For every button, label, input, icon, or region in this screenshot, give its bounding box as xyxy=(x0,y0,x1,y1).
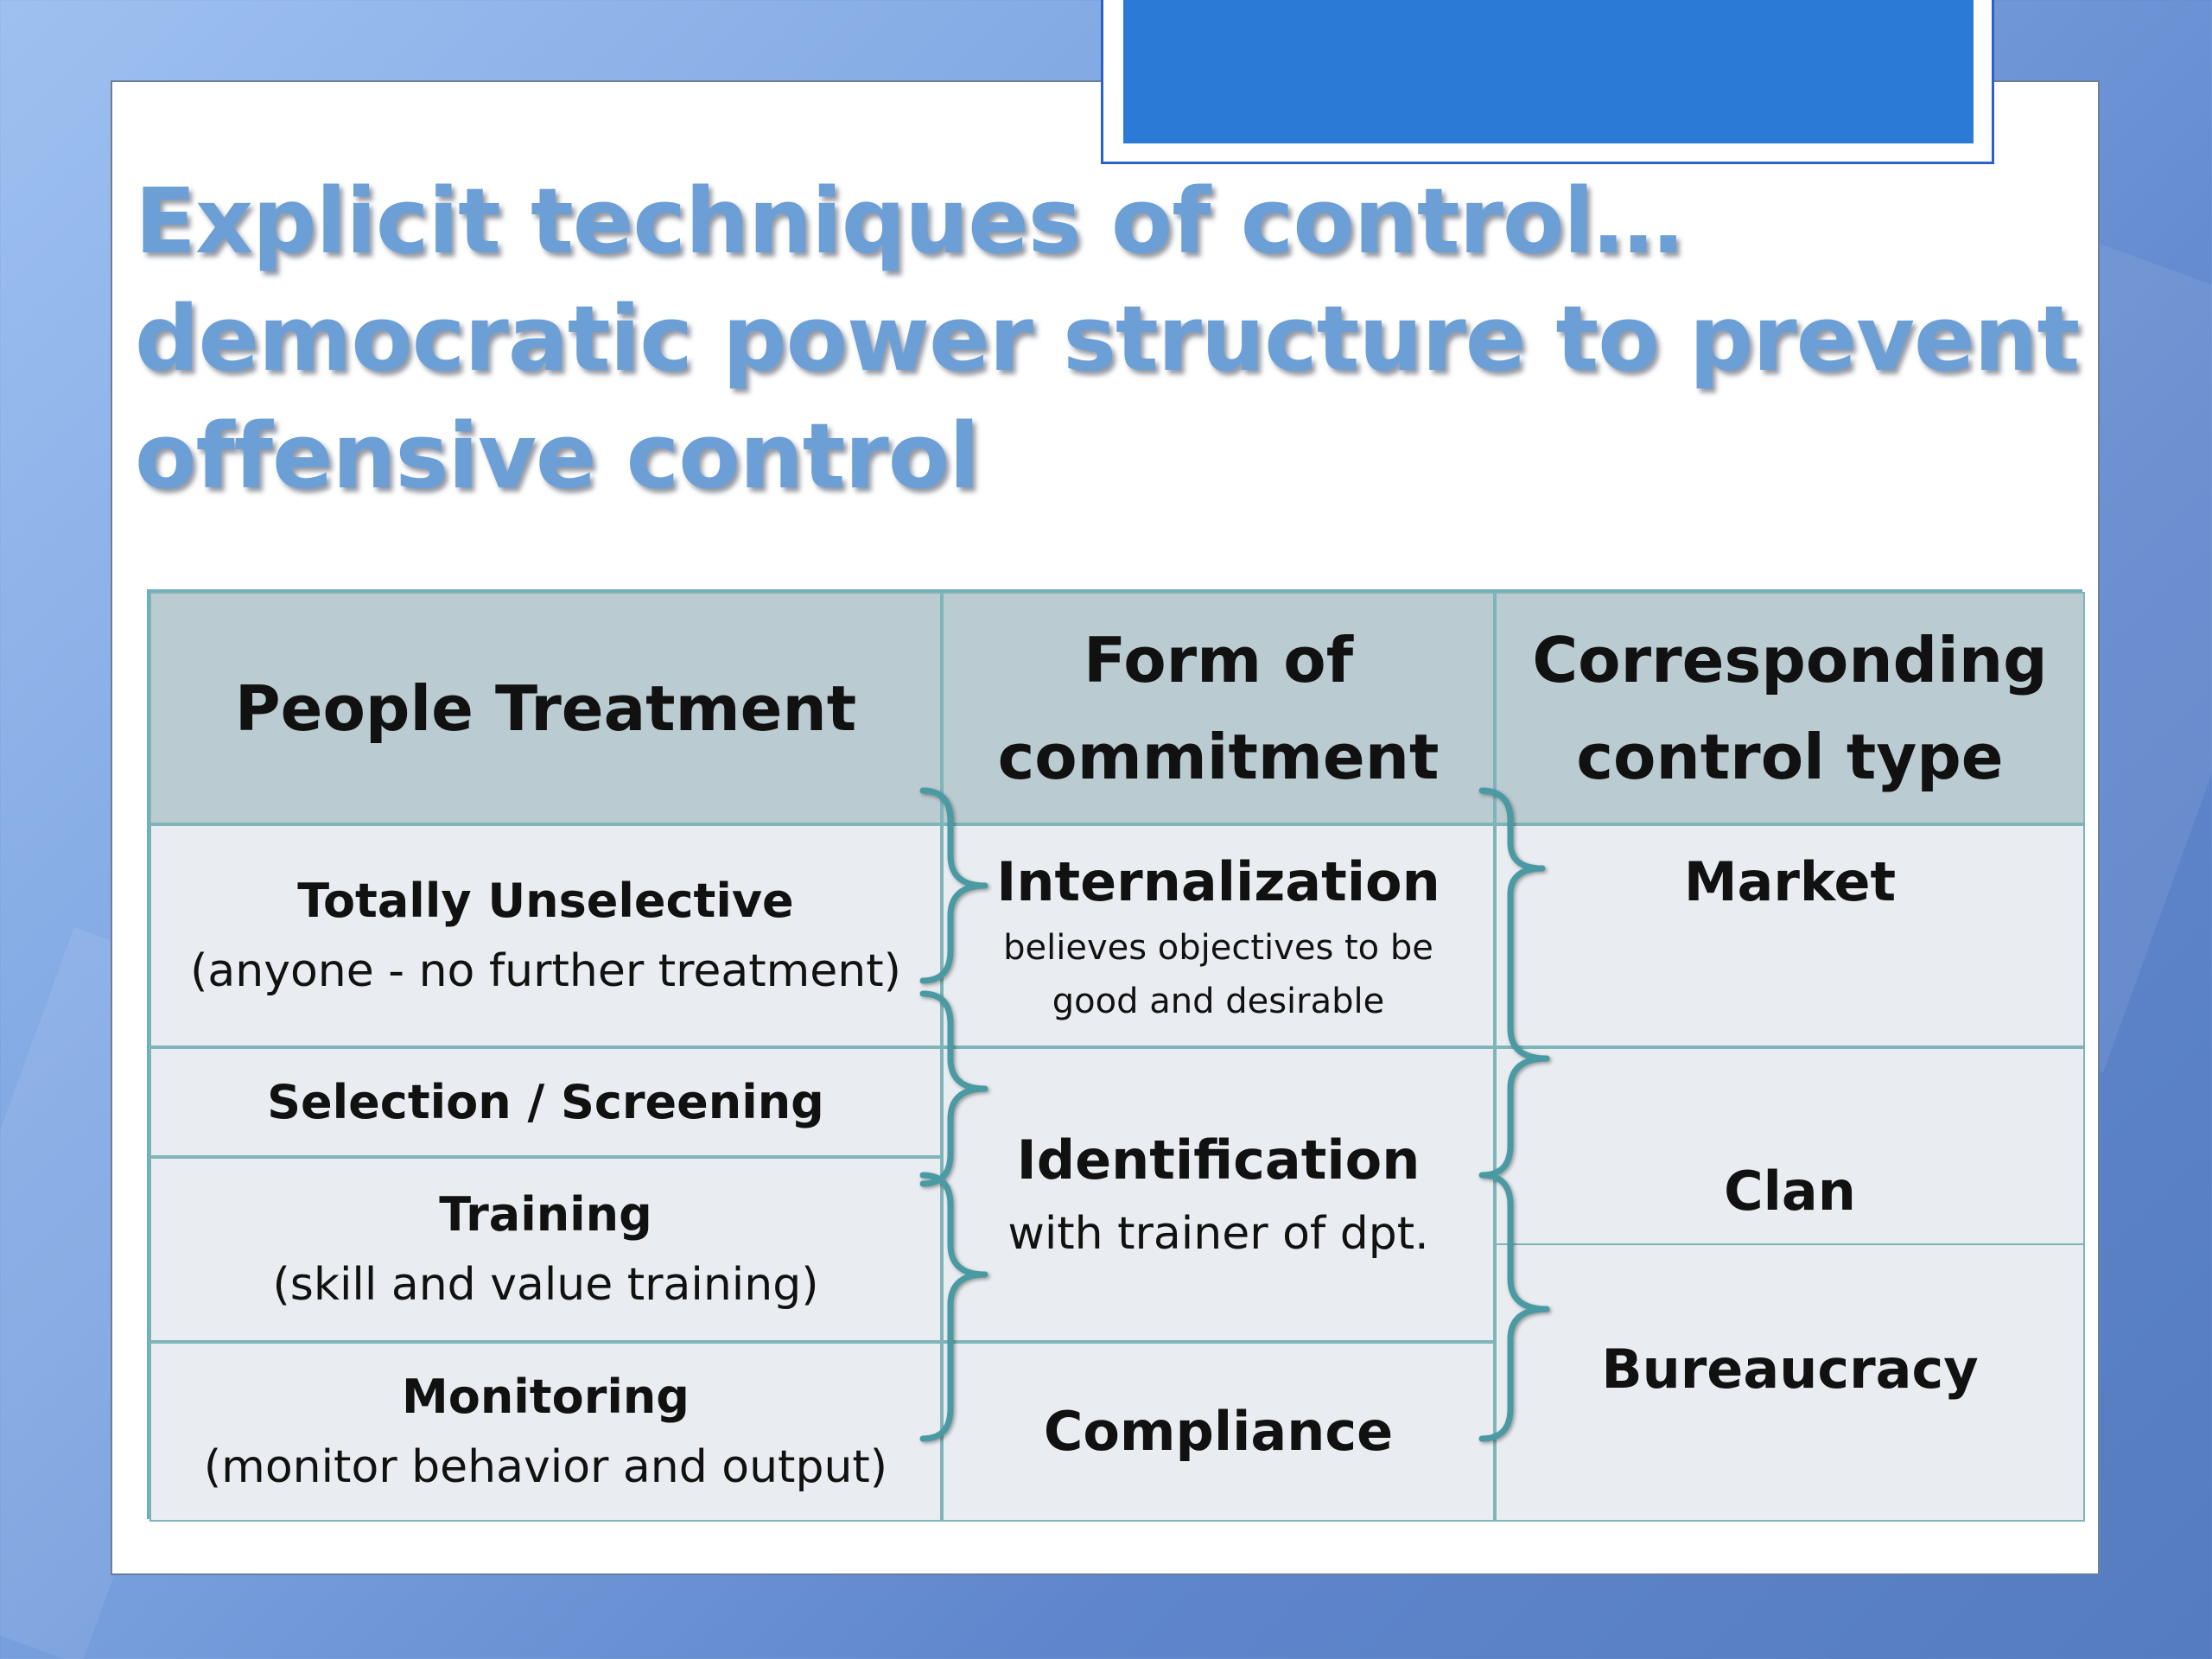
header-people-treatment: People Treatment xyxy=(149,592,942,824)
control-label: Market xyxy=(1683,850,1897,913)
commitment-detail: believes objectives to be xyxy=(1003,928,1433,968)
commitment-detail: with trainer of dpt. xyxy=(1007,1207,1429,1260)
people-detail: (monitor behavior and output) xyxy=(203,1441,888,1493)
control-label: Bureaucracy xyxy=(1601,1338,1979,1401)
people-label: Totally Unselective xyxy=(297,874,794,928)
commitment-label: Compliance xyxy=(1043,1400,1394,1463)
people-cell-monitoring xyxy=(149,1342,942,1522)
people-label: Monitoring xyxy=(402,1370,690,1424)
header-control-type: Corresponding control type xyxy=(1495,592,2085,824)
title-line: offensive control xyxy=(135,404,979,509)
control-label: Clan xyxy=(1724,1159,1856,1223)
people-cell-training xyxy=(149,1157,942,1342)
commitment-cell-internalization xyxy=(942,824,1495,1047)
title-line: democratic power structure to prevent xyxy=(135,286,2080,391)
people-label: Selection / Screening xyxy=(267,1074,824,1129)
title-line: Explicit techniques of control… xyxy=(135,168,1682,274)
people-cell-unselective xyxy=(149,824,942,1047)
commitment-detail: good and desirable xyxy=(1052,982,1385,1021)
commitment-cell-compliance xyxy=(942,1342,1495,1522)
control-cell-market xyxy=(1495,824,2085,1047)
commitment-cell-identification xyxy=(942,1047,1495,1342)
control-table xyxy=(147,589,2082,1519)
header-form-of-commitment: Form of commitment xyxy=(942,592,1495,824)
people-detail: (anyone - no further treatment) xyxy=(190,945,901,997)
people-label: Training xyxy=(439,1187,652,1242)
commitment-label: Internalization xyxy=(996,850,1440,913)
accent-box xyxy=(1123,0,1974,143)
commitment-label: Identification xyxy=(1016,1128,1421,1192)
people-cell-selection xyxy=(149,1047,942,1157)
people-detail: (skill and value training) xyxy=(272,1259,819,1311)
control-cell-bureaucracy xyxy=(1495,1243,2085,1522)
slide-title xyxy=(135,162,2088,515)
